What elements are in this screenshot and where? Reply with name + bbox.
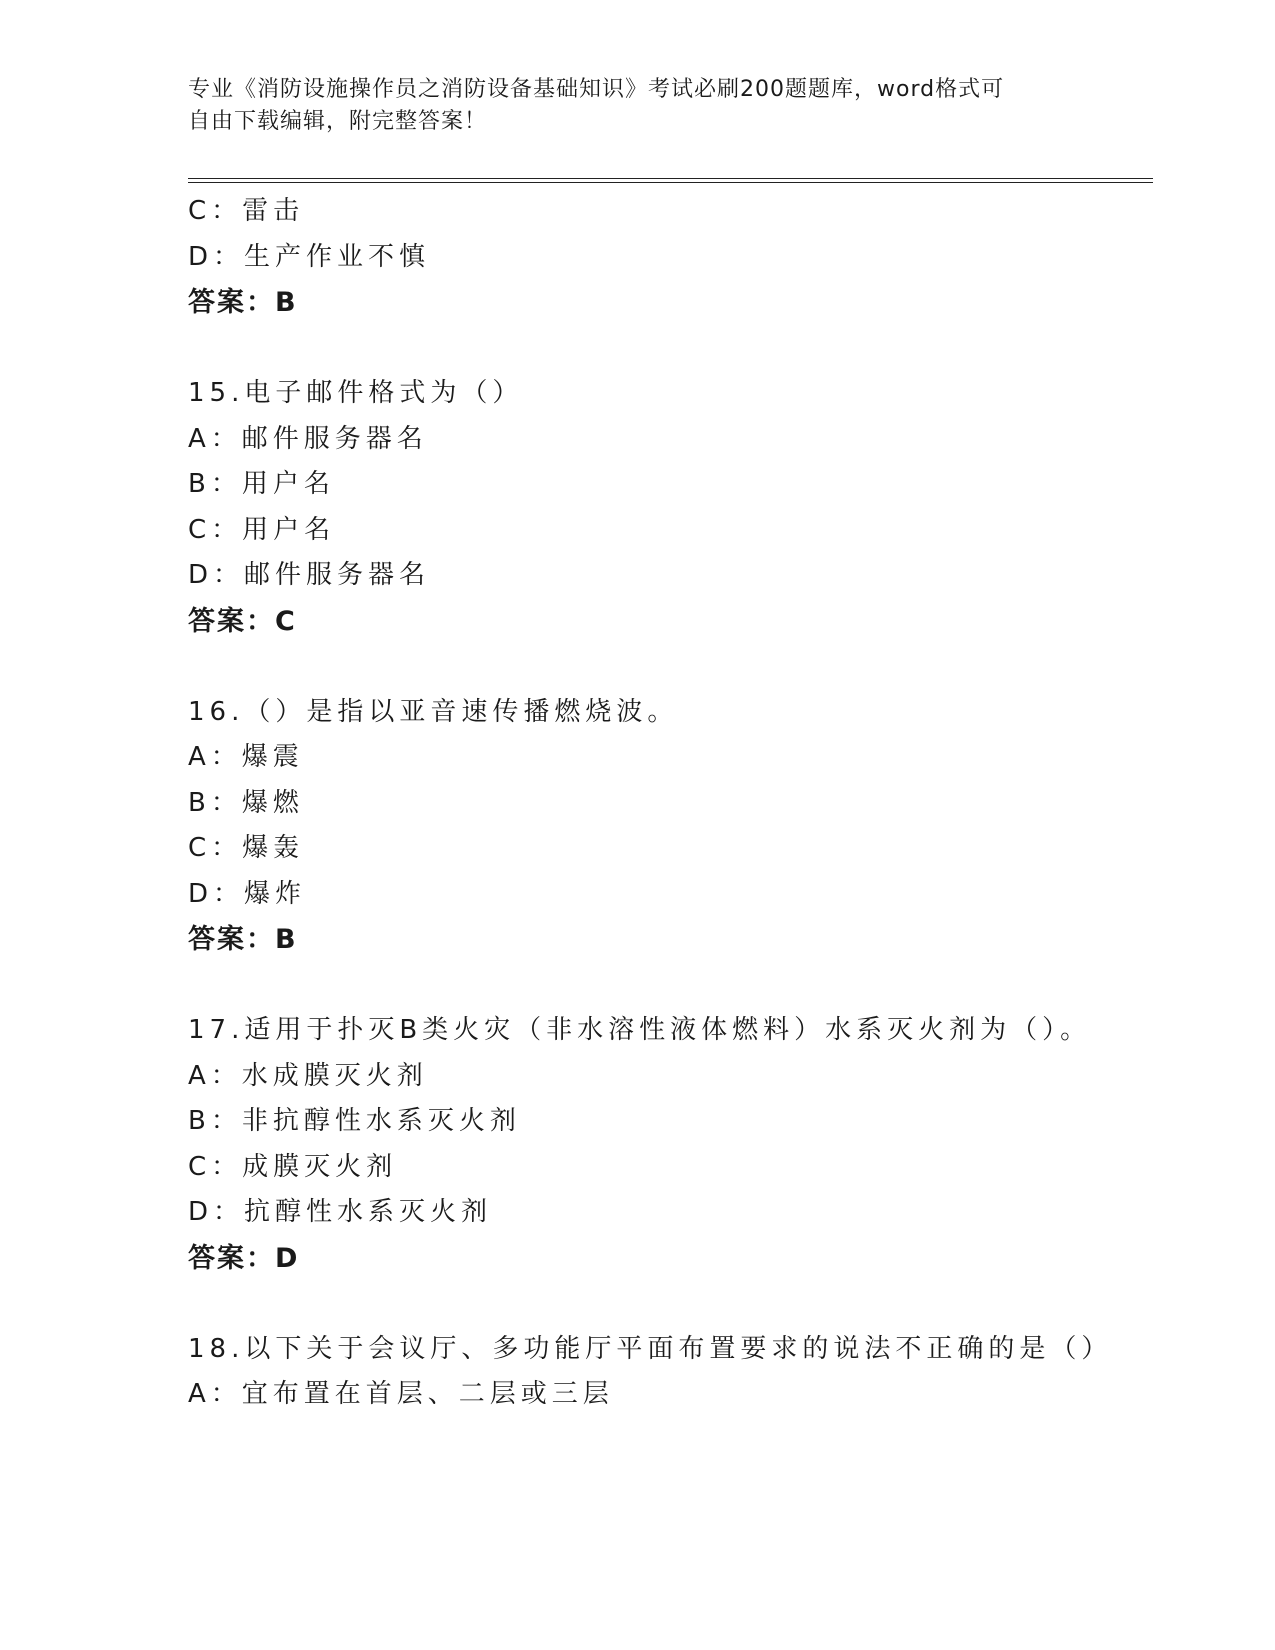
answer-line: 答案：B: [188, 287, 298, 318]
option-a: A：邮件服务器名: [188, 423, 428, 454]
question-block-18: [188, 1327, 1153, 1418]
option-a: A：水成膜灭火剂: [188, 1060, 428, 1091]
option-b: B：非抗醇性水系灭火剂: [188, 1106, 521, 1136]
question-block-14: [188, 189, 1153, 326]
question-text: 17.适用于扑灭B类火灾（非水溶性液体燃料）水系灭火剂为（）。: [188, 1015, 1092, 1045]
question-text: 15.电子邮件格式为（）: [188, 378, 524, 408]
header-title-line-2: 自由下载编辑，附完整答案！: [188, 109, 488, 134]
document-header: [188, 74, 1088, 138]
option-c: C：爆轰: [188, 833, 305, 863]
question-block-17: [188, 1008, 1153, 1281]
option-d: D：邮件服务器名: [188, 560, 431, 590]
option-a: A：宜布置在首层、二层或三层: [188, 1379, 614, 1409]
question-spacer: [188, 326, 1153, 372]
answer-line: 答案：B: [188, 924, 298, 955]
question-block-15: [188, 371, 1153, 644]
option-c: C：雷击: [188, 196, 305, 226]
option-d: D：抗醇性水系灭火剂: [188, 1197, 493, 1227]
option-a: A：爆震: [188, 742, 304, 772]
answer-line: 答案：C: [188, 605, 297, 637]
option-d: D：生产作业不慎: [188, 241, 431, 272]
option-b: B：爆燃: [188, 787, 304, 818]
option-b: B：用户名: [188, 469, 335, 499]
question-text: 18.以下关于会议厅、多功能厅平面布置要求的说法不正确的是（）: [188, 1333, 1113, 1364]
header-divider-top: [188, 178, 1153, 179]
question-spacer: [188, 963, 1153, 1009]
answer-line: 答案：D: [188, 1242, 300, 1274]
option-d: D：爆炸: [188, 878, 307, 909]
header-title-line-1: 专业《消防设施操作员之消防设备基础知识》考试必刷200题题库，word格式可: [188, 77, 1005, 102]
question-list: [188, 189, 1153, 1418]
option-c: C：成膜灭火剂: [188, 1151, 398, 1182]
question-spacer: [188, 1281, 1153, 1327]
question-spacer: [188, 644, 1153, 690]
question-block-16: [188, 690, 1153, 963]
header-divider-bottom: [188, 182, 1153, 183]
option-c: C：用户名: [188, 514, 336, 545]
question-text: 16.（）是指以亚音速传播燃烧波。: [188, 696, 679, 727]
